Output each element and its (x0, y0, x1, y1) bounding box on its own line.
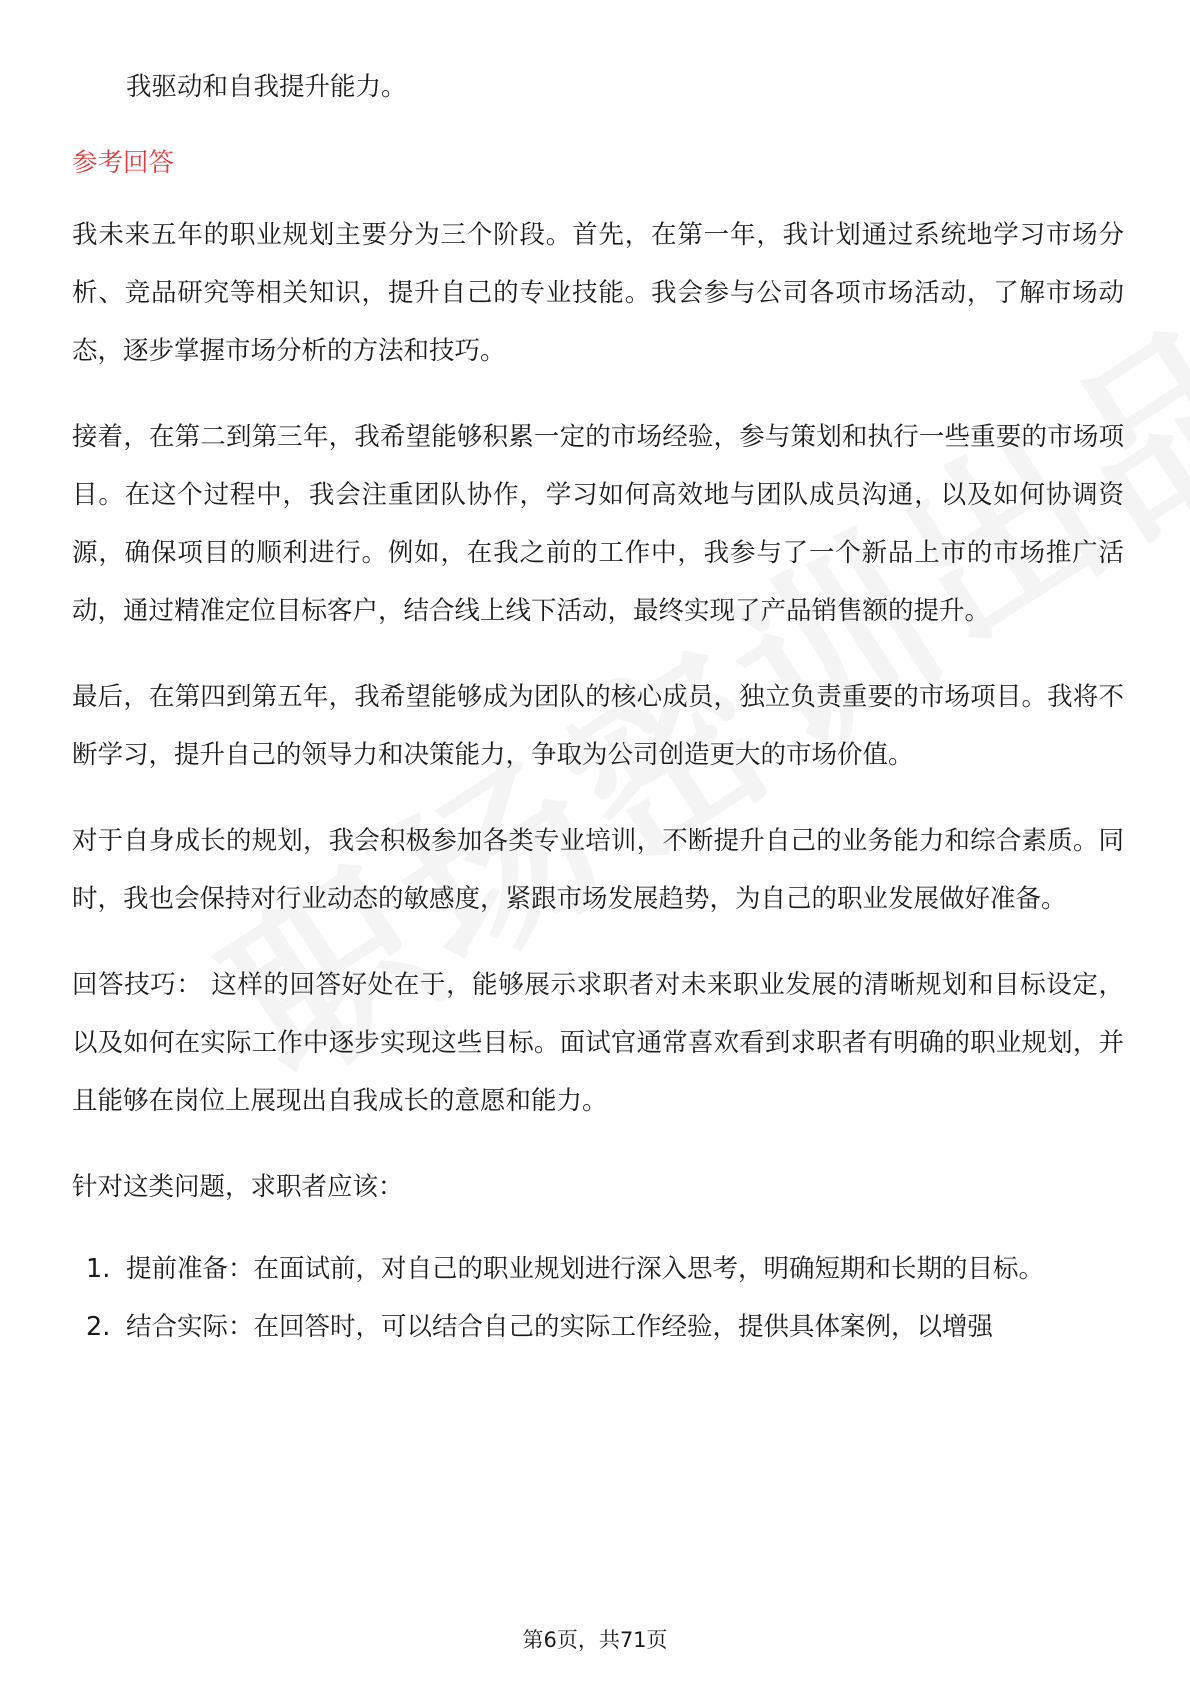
list-item (72, 1298, 1124, 1356)
list-number: 1. (86, 1254, 111, 1284)
answer-tips-paragraph: 回答技巧： 这样的回答好处在于，能够展示求职者对未来职业发展的清晰规划和目标设定，以及如何在实际工作中逐步实现这些目标。面试官通常喜欢看到求职者有明确的职业规划，并且能够在岗位上展现出自我成长的意愿和能力。 (72, 970, 1124, 1116)
list-item-text: 提前准备：在面试前，对自己的职业规划进行深入思考，明确短期和长期的目标。 (126, 1254, 1045, 1284)
paragraph-4: 对于自身成长的规划，我会积极参加各类专业培训，不断提升自己的业务能力和综合素质。同时，我也会保持对行业动态的敏感度，紧跟市场发展趋势，为自己的职业发展做好准备。 (72, 826, 1124, 914)
paragraph-2: 接着，在第二到第三年，我希望能够积累一定的市场经验，参与策划和执行一些重要的市场项目。在这个过程中，我会注重团队协作，学习如何高效地与团队成员沟通，以及如何协调资源，确保项目的顺利进行。例如，在我之前的工作中，我参与了一个新品上市的市场推广活动，通过精准定位目标客户，结合线上线下活动，最终实现了产品销售额的提升。 (72, 422, 1124, 626)
paragraph-1: 我未来五年的职业规划主要分为三个阶段。首先，在第一年，我计划通过系统地学习市场分析、竞品研究等相关知识，提升自己的专业技能。我会参与公司各项市场活动，了解市场动态，逐步掌握市场分析的方法和技巧。 (72, 220, 1124, 366)
list-number: 2. (86, 1312, 111, 1342)
advice-list (72, 1240, 1124, 1356)
continuation-text: 我驱动和自我提升能力。 (126, 72, 407, 102)
advice-intro: 针对这类问题，求职者应该： (72, 1172, 404, 1202)
section-heading: 参考回答 (72, 148, 175, 178)
paragraph-3: 最后，在第四到第五年，我希望能够成为团队的核心成员，独立负责重要的市场项目。我将不断学习，提升自己的领导力和决策能力，争取为公司创造更大的市场价值。 (72, 682, 1124, 770)
page-footer: 第6页，共71页 (522, 1628, 668, 1652)
list-item-text: 结合实际：在回答时，可以结合自己的实际工作经验，提供具体案例，以增强 (126, 1312, 994, 1342)
list-item (72, 1240, 1124, 1298)
page-content (72, 58, 1124, 1356)
